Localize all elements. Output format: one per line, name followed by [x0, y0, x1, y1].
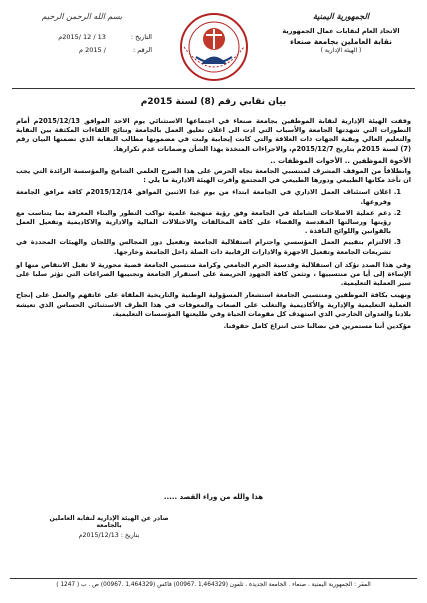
- letterhead-right: [275, 12, 407, 54]
- body-name: ( الهيئة الإدارية ): [320, 47, 362, 54]
- list-item: 2. دعم عملية الاصلاحات الشاملة في الجامعة وفق رؤية منهجية علمية تواكب التطور والبناء المعرفة بما يتناسب مع رؤيتها ورسالتها المقدسة والقضاء على كافة المخالفات والاختلالات المالية والادارية والاكاديمية وتفعيل العمل بالقوانين واللوائح النافذة .: [16, 208, 401, 236]
- paragraph-5: مؤكدين أننا مستمرين في نضالنا حتى انتزاع كامل حقوقنا.: [223, 322, 411, 331]
- signature-date: بتاريخ : 2015/12/13م: [78, 532, 140, 539]
- paragraph-2: وانطلاقاً من الموقف المشرف لمنتسبي الجامعة تجاه الحرص على هذا الصرح العلمي الشامخ والمؤسسة الرائدة التي يجب ان تأخذ مكانها الطبيعي ودورها الطبيعي في المجتمع وأقرت الهيئة الادارية ما يلي :: [16, 167, 411, 185]
- header-divider: [12, 88, 415, 89]
- paragraph-1: وقفت الهيئة الإدارية لنقابة الموظفين بجامعة صنعاء في اجتماعها الاستثنائي يوم الاحد الموافق 2015/12/13م أمام التطورات التي شهدتها الجامعة والأسباب التي ادت الى اعلان تعليق العمل بالجامعة ونتائج اللقاءات المكثفة بين النقابة والتعليم العالي وبقية الجهات ذات العلاقة والتي كانت إيجابية ولبت في مضمونها مطالب النقابة الذي تضمنها البيان رقم (7) لسنة 2015م بتاريخ 2015/12/7م، والاجراءات المتخذة بهذا الشأن وضمانات عدم تكرارها.: [16, 117, 411, 153]
- republic-name: الجمهورية اليمنية: [312, 12, 370, 21]
- letterhead-footer: المقر : الجمهورية اليمنية . صنعاء . الجامعة الجديدة . تلفون (1,464329 .00967) فاكس (1,464329 .00967) ص . ب ( 1247 ): [10, 578, 417, 588]
- ref-row: [12, 44, 152, 57]
- signature-issuer: صادر عن الهيئة الإدارية لنقابة العاملين بالجامعة: [49, 515, 169, 529]
- union-logo-icon: [176, 9, 252, 83]
- date-value: 13 / 12 /2015م: [58, 33, 106, 41]
- statement-title: بيان نقابي رقم (8) لسنة 2015م: [140, 97, 287, 107]
- paragraph-4: ونهيب بكافة الموظفين ومنتسبي الجامعة استشعار المسؤولية الوطنية والتاريخية الملقاة على عاتقهم والعمل على إنجاح العملية التعليمية والإدارية والأكاديمية والتغلب على الصعاب والمعوقات في هذا الظرف الاستثنائي الحساس الذي تعيشه بلادنا والعدوان الخارجي الذي استهدف كل مقومات الحياة وفي طليعتها المؤسسات التعليمية.: [16, 291, 411, 318]
- decisions-list: [16, 188, 411, 256]
- statement-body: [16, 117, 411, 334]
- date-row: [12, 31, 152, 44]
- list-item: 3. الالتزام بتقييم العمل المؤسسي واحترام استقلالية الجامعة وتفعيل دور المجالس واللجان والهيئات المحددة في تشريعات الجامعة وتفعيل الاجهزة والادارات الرقابية ذات الصلة داخل الجامعة وخارجها.: [16, 238, 401, 256]
- document-meta: [12, 31, 152, 57]
- union-name: نقابة العاملين بجامعة صنعاء: [290, 37, 392, 46]
- ref-value: / 2015 م: [79, 46, 106, 54]
- federation-name: الاتحاد العام لنقابات عمال الجمهورية: [282, 27, 400, 35]
- date-label: التاريخ :: [130, 33, 152, 41]
- greeting: الأخوة الموظفين .. الأخوات الموظفات ..: [270, 156, 411, 165]
- closing-line: هذا والله من وراء القصد .....: [163, 493, 264, 501]
- letterhead-left: [12, 12, 152, 57]
- list-item: 1. اعلان استئناف العمل الاداري في الجامعة ابتداء من يوم غدا الاثنين الموافق 2015/12/14م كافة مرافق الجامعة وفروعها.: [16, 188, 401, 206]
- paragraph-3: وفي هذا الصدد تؤكد ان استقلالية وقدسية الحرم الجامعي وكرامة منتسبي الجامعة قضية محورية لا تقبل الانتقاص منها او الإساءة إلى أيا من منتسبيها ، وتثمن كافة الجهود الحريصة على استقرار الجامعة وتجنيبها الصراعات التي تؤثر سلبا على سير العملية التعليمية.: [16, 260, 411, 288]
- ref-label: الرقم :: [132, 46, 152, 54]
- signature-block: [44, 515, 174, 539]
- basmala: بسم الله الرحمن الرحيم: [41, 12, 123, 21]
